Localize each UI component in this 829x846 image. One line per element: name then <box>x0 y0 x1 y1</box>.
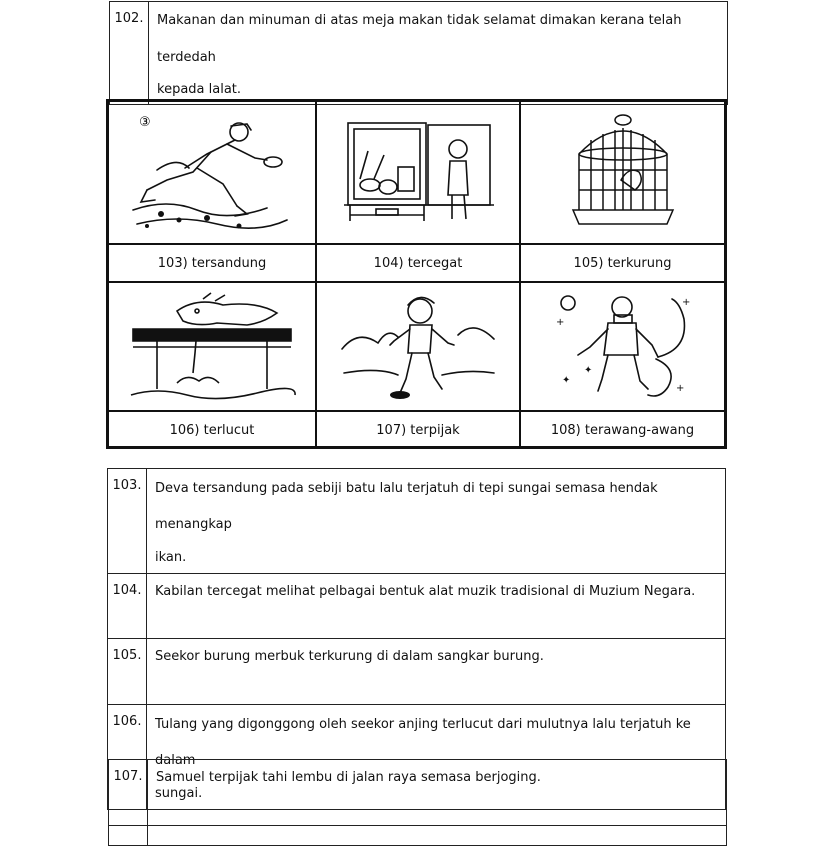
svg-text:+: + <box>675 383 684 394</box>
sentence-row <box>108 639 726 705</box>
sentence-line: Tulang yang digonggong oleh seekor anjing terlucut dari mulutnya lalu terjatuh ke dalam <box>155 717 691 768</box>
picture-grid <box>106 99 727 449</box>
sentence-row <box>108 469 726 574</box>
item-sentence <box>147 639 726 705</box>
caption-104: 104) tercegat <box>317 245 521 283</box>
picture-bird-cage <box>521 102 724 245</box>
caption-107: 107) terpijak <box>317 412 521 449</box>
svg-text:✦: ✦ <box>561 375 570 386</box>
sentence-line: Deva tersandung pada sebiji batu lalu terjatuh di tepi sungai semasa hendak menangkap <box>155 481 658 532</box>
svg-text:+: + <box>555 317 564 328</box>
caption-103: 103) tersandung <box>109 245 317 283</box>
caption-105: 105) terkurung <box>521 245 724 283</box>
item-sentence <box>147 469 726 574</box>
sentence-line: ikan. <box>155 550 187 565</box>
svg-text:+: + <box>681 297 690 308</box>
caption-108: 108) terawang-awang <box>550 423 695 438</box>
item-number: 107. <box>109 760 148 826</box>
item-sentence <box>149 2 728 105</box>
picture-museum-boy <box>317 102 521 245</box>
item-102-table <box>109 1 728 105</box>
picture-dog-bridge <box>109 283 317 412</box>
picture-marker: ③ <box>139 115 151 130</box>
picture-boy-stepping <box>317 283 521 412</box>
item-sentence <box>148 760 727 826</box>
sentence-line: Kabilan tercegat melihat pelbagai bentuk alat muzik tradisional di Muzium Negara. <box>155 584 696 599</box>
item-107-table <box>108 759 727 846</box>
item-number: 105. <box>108 639 147 705</box>
picture-stumbling-boy <box>109 102 317 245</box>
sentence-row <box>108 574 726 639</box>
caption-106: 106) terlucut <box>109 412 317 449</box>
item-number: 102. <box>110 2 149 105</box>
item-number: 103. <box>108 469 147 574</box>
sentence-line: kepada lalat. <box>157 82 242 97</box>
item-number: 106. <box>108 705 147 810</box>
svg-text:✦: ✦ <box>583 365 592 376</box>
sentence-line: sungai. <box>155 786 203 801</box>
picture-astronaut <box>521 283 724 412</box>
item-sentence <box>147 574 726 639</box>
sentence-line: Samuel terpijak tahi lembu di jalan raya semasa berjoging. <box>156 770 541 785</box>
item-number: 104. <box>108 574 147 639</box>
sentence-line: Makanan dan minuman di atas meja makan tidak selamat dimakan kerana telah terdedah <box>157 13 682 65</box>
sentence-line: Seekor burung merbuk terkurung di dalam sangkar burung. <box>155 649 544 664</box>
